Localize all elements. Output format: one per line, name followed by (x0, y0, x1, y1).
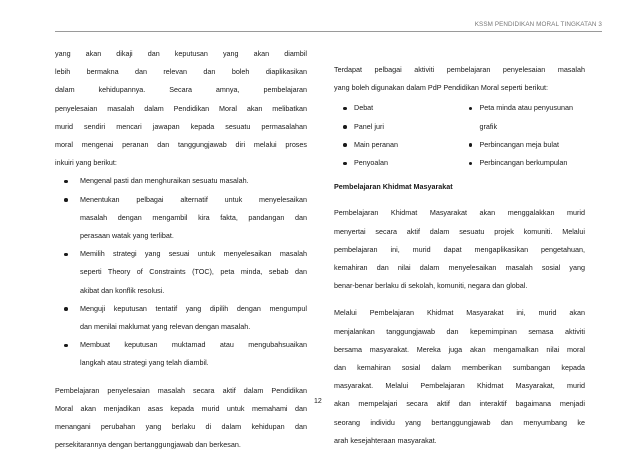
activities-column-2 (460, 99, 586, 172)
section-heading: Pembelajaran Khidmat Masyarakat (334, 182, 453, 192)
text-line: murid sendiri mencari jawapan kepada sesuatu permasalahan (55, 121, 307, 131)
text-line: menyertai secara aktif dalam sesuatu projek komuniti. Melalui (334, 226, 585, 236)
text-line: masyarakat. Melalui Pembelajaran Khidmat Masyarakat, murid (334, 381, 585, 391)
text-line: Mengenal pasti dan menghuraikan sesuatu masalah. (80, 176, 249, 186)
header-rule (55, 31, 602, 32)
activities-list (334, 99, 585, 172)
text-line: dan menilai maklumat yang relevan dengan masalah. (80, 322, 251, 332)
list-item (80, 245, 307, 300)
inquiry-process-list (55, 172, 307, 372)
paragraph-responsibility (334, 304, 585, 450)
activities-column-1 (334, 99, 460, 172)
text-line: kemahiran dan nilai dalam menyelesaikan masalah sosial yang (334, 263, 585, 273)
list-item: Debat (354, 99, 460, 117)
text-line: akibat dan konflik resolusi. (80, 285, 165, 295)
text-line: bersama masyarakat. Mereka juga akan mengamalkan nilai moral (334, 344, 585, 354)
text-line: persekitarannya dengan bertanggungjawab dan berkesan. (55, 440, 241, 450)
paragraph-activities-intro (334, 61, 585, 97)
text-line: menjalankan tanggungjawab dan kepemimpinan semasa aktiviti (334, 326, 585, 336)
running-header: KSSM PENDIDIKAN MORAL TINGKATAN 3 (474, 21, 602, 28)
text-line: Menguji keputusan tentatif yang dipilih dengan mengumpul (80, 303, 307, 313)
list-item (80, 336, 307, 372)
list-item: Main peranan (354, 136, 460, 154)
list-item: Peta minda atau penyusunan grafik (480, 99, 586, 135)
text-line: lebih bermakna dan relevan dan boleh diaplikasikan (55, 67, 307, 77)
text-line: Menentukan pelbagai alternatif untuk menyelesaikan (80, 194, 307, 204)
paragraph-problem-solving (55, 45, 307, 172)
text-line: menangani perubahan yang berlaku di dalam kehidupan dan (55, 422, 307, 432)
text-line: Moral akan menjadikan asas kepada murid untuk memahami dan (55, 403, 307, 413)
paragraph-community-service (334, 204, 585, 295)
text-line: benar-benar berlaku di sekolah, komuniti, negara dan global. (334, 281, 528, 291)
list-item (80, 191, 307, 246)
text-line: pembelajaran ini, murid dapat mengaplikasikan pengetahuan, (334, 244, 585, 254)
text-line: Pembelajaran Khidmat Masyarakat akan menggalakkan murid (334, 208, 585, 218)
paragraph-gap (334, 295, 585, 304)
text-line: seorang individu yang bertanggungjawab dan menyumbang ke (334, 417, 585, 427)
text-line: Membuat keputusan muktamad atau mengubahsuaikan (80, 340, 307, 350)
list-item: Penyoalan (354, 154, 460, 172)
left-column (55, 45, 307, 454)
list-item: Perbincangan meja bulat (480, 136, 586, 154)
list-item (80, 300, 307, 336)
text-line: Pembelajaran penyelesaian masalah secara aktif dalam Pendidikan (55, 385, 307, 395)
page-number: 12 (314, 398, 322, 405)
text-line: penyelesaian masalah dalam Pendidikan Moral akan melibatkan (55, 103, 307, 113)
text-line: yang akan dikaji dan keputusan yang akan diambil (55, 49, 307, 58)
text-line: dalam kehidupannya. Secara amnya, pembelajaran (55, 85, 307, 95)
list-item: Perbincangan berkumpulan (480, 154, 586, 172)
text-line: Terdapat pelbagai aktiviti pembelajaran penyelesaian masalah (334, 65, 585, 74)
right-column (334, 61, 585, 450)
text-line: dan kemahiran sosial dalam memberikan sumbangan kepada (334, 363, 585, 373)
text-line: seperti Theory of Constraints (TOC), peta minda, sebab dan (80, 267, 307, 277)
text-line: Memilih strategi yang sesuai untuk menyelesaikan masalah (80, 249, 307, 259)
text-line: arah kesejahteraan masyarakat. (334, 435, 437, 445)
text-line: inkuiri yang berikut: (55, 158, 117, 168)
list-item: Panel juri (354, 118, 460, 136)
text-line: moral mengenai peranan dan tanggungjawab diri melalui proses (55, 140, 307, 150)
text-line: langkah atau strategi yang telah diambil. (80, 358, 209, 368)
text-line: akan mempelajari secara aktif dan interaktif bagaimana menjadi (334, 399, 585, 409)
paragraph-gap (334, 196, 585, 204)
text-line: yang boleh digunakan dalam PdP Pendidikan Moral seperti berikut: (334, 83, 549, 93)
text-line: perasaan watak yang terlibat. (80, 231, 174, 241)
list-item (80, 172, 307, 190)
text-line: Melalui Pembelajaran Khidmat Masyarakat ini, murid akan (334, 308, 585, 318)
paragraph-active-learning (55, 382, 307, 454)
text-line: masalah dengan mengambil kira fakta, pandangan dan (80, 212, 307, 222)
paragraph-gap (55, 373, 307, 382)
